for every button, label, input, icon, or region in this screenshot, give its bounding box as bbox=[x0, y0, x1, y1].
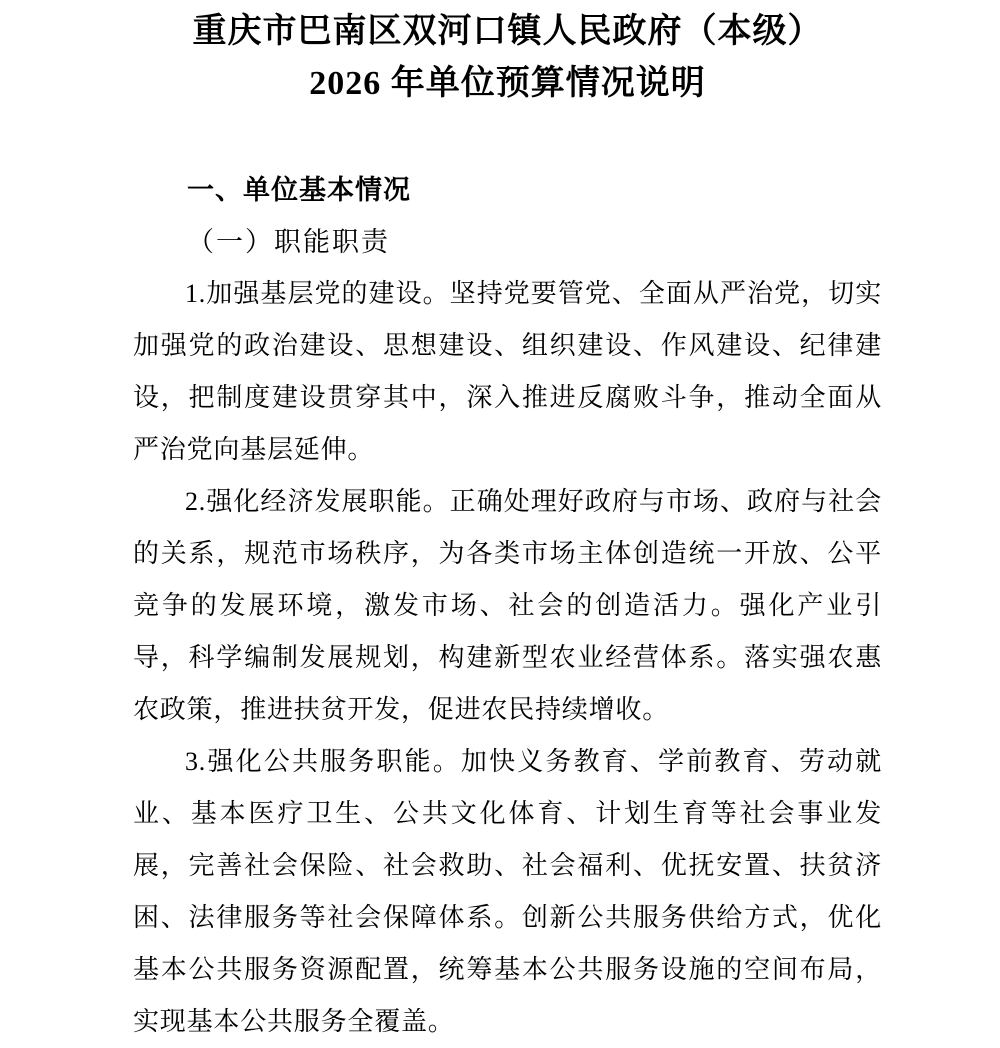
paragraph-economic-development: 2.强化经济发展职能。正确处理好政府与市场、政府与社会的关系，规范市场秩序，为各类市场主体创造统一开放、公平竞争的发展环境，激发市场、社会的创造活力。强化产业引导，科学编制发展规划，构建新型农业经营体系。落实强农惠农政策，推进扶贫开发，促进农民持续增收。 bbox=[133, 487, 882, 724]
paragraph-public-services: 3.强化公共服务职能。加快义务教育、学前教育、劳动就业、基本医疗卫生、公共文化体育、计划生育等社会事业发展，完善社会保险、社会救助、社会福利、优抚安置、扶贫济困、法律服务等社会保障体系。创新公共服务供给方式，优化基本公共服务资源配置，统筹基本公共服务设施的空间布局，实现基本公共服务全覆盖。 bbox=[133, 747, 882, 1036]
paragraph-party-building: 1.加强基层党的建设。坚持党要管党、全面从严治党，切实加强党的政治建设、思想建设、组织建设、作风建设、纪律建设，把制度建设贯穿其中，深入推进反腐败斗争，推动全面从严治党向基层延伸。 bbox=[133, 279, 882, 464]
document-title-line-1: 重庆市巴南区双河口镇人民政府（本级） bbox=[192, 13, 823, 50]
subsection-heading-duties: （一）职能职责 bbox=[187, 227, 390, 257]
section-heading-unit-basic-info: 一、单位基本情况 bbox=[187, 175, 411, 205]
document-body bbox=[133, 164, 882, 1048]
document-title bbox=[133, 6, 882, 110]
document-title-line-2: 2026 年单位预算情况说明 bbox=[309, 65, 706, 102]
